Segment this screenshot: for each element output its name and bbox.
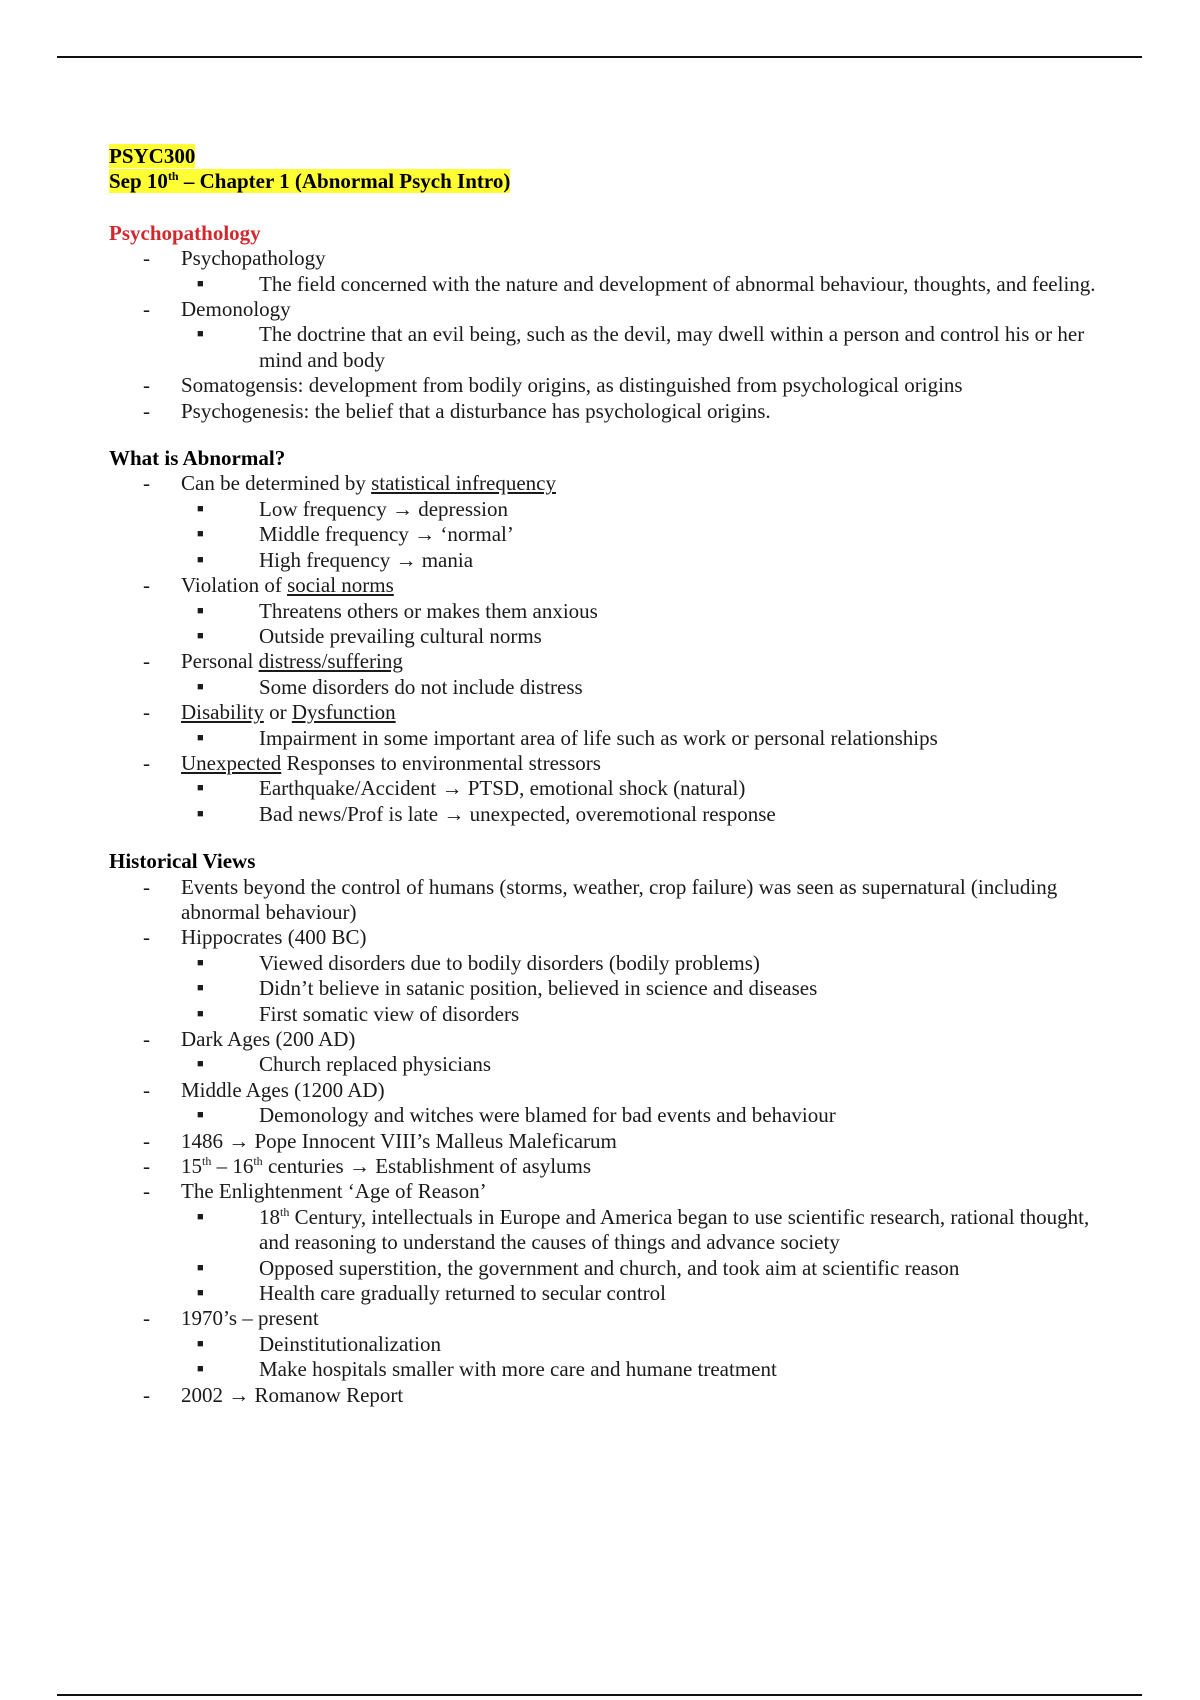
bullet-item: ■ Church replaced physicians: [197, 1052, 492, 1077]
bullet-item: ■ The field concerned with the nature and development of abnormal behaviour, thoughts, and feeling.: [197, 271, 1096, 296]
list-item: - Events beyond the control of humans (storms, weather, crop failure) was seen as supernatural (including abnormal behaviour): [143, 874, 1058, 924]
arrow-icon: →: [348, 1154, 370, 1179]
arrow-icon: →: [391, 496, 413, 521]
list-item: - Psychopathology: [143, 246, 326, 271]
list-item: - 1970’s – present: [143, 1306, 319, 1331]
arrow-icon: →: [414, 522, 436, 547]
arrow-icon: →: [228, 1382, 250, 1407]
list-item: - Can be determined by statistical infrequency: [143, 471, 556, 496]
bullet-item: ■ Earthquake/Accident → PTSD, emotional shock (natural): [197, 776, 746, 801]
notes-content: [109, 144, 1109, 1408]
bullet-item: ■ Make hospitals smaller with more care and humane treatment: [197, 1357, 777, 1382]
bullet-item: ■ Low frequency → depression: [197, 496, 509, 521]
list-item: - Unexpected Responses to environmental stressors: [143, 750, 601, 775]
bullet-item: ■ Outside prevailing cultural norms: [197, 623, 542, 648]
bullet-item: ■ High frequency → mania: [197, 547, 474, 572]
course-code: PSYC300: [109, 144, 196, 168]
bullet-item: ■ 18th Century, intellectuals in Europe and America began to use scientific research, rational thought, and reasoning to understand the causes of things and advance society: [197, 1204, 1090, 1255]
list-item: - Dark Ages (200 AD): [143, 1027, 356, 1051]
list-item: - Disability or Dysfunction: [143, 700, 396, 725]
list-item: - Personal distress/suffering: [143, 649, 403, 674]
section-heading-what-is-abnormal: What is Abnormal?: [109, 446, 286, 471]
bullet-item: ■ Bad news/Prof is late → unexpected, overemotional response: [197, 801, 776, 826]
list-item: - Violation of social norms: [143, 573, 394, 598]
bullet-item: ■ Impairment in some important area of life such as work or personal relationships: [197, 725, 938, 750]
list-item: - Psychogenesis: the belief that a disturbance has psychological origins.: [143, 398, 771, 423]
list-item: - 15th – 16th centuries → Establishment of asylums: [143, 1154, 592, 1179]
bullet-item: ■ Didn’t believe in satanic position, believed in science and diseases: [197, 976, 818, 1001]
list-item: - Hippocrates (400 BC): [143, 925, 367, 950]
bullet-item: ■ Opposed superstition, the government and church, and took aim at scientific reason: [197, 1255, 960, 1280]
list-item: - The Enlightenment ‘Age of Reason’: [143, 1179, 487, 1204]
arrow-icon: →: [395, 547, 417, 572]
list-item: - 2002 → Romanow Report: [143, 1382, 404, 1407]
list-item: - Demonology: [143, 297, 291, 322]
top-rule: [57, 56, 1142, 58]
bullet-item: ■ Some disorders do not include distress: [197, 674, 583, 699]
list-item: - Middle Ages (1200 AD): [143, 1077, 385, 1102]
section-heading-psychopathology: Psychopathology: [109, 220, 261, 245]
lecture-title: Sep 10th – Chapter 1 (Abnormal Psych Intro): [109, 169, 511, 194]
bottom-rule: [57, 1694, 1142, 1696]
bullet-item: ■ Middle frequency → ‘normal’: [197, 522, 514, 547]
bullet-item: ■ First somatic view of disorders: [197, 1001, 520, 1026]
bullet-item: ■ Deinstitutionalization: [197, 1331, 441, 1356]
bullet-item: ■ Demonology and witches were blamed for bad events and behaviour: [197, 1103, 836, 1128]
arrow-icon: →: [443, 801, 465, 826]
section-heading-historical-views: Historical Views: [109, 849, 256, 874]
bullet-item: ■ Threatens others or makes them anxious: [197, 598, 598, 623]
arrow-icon: →: [228, 1128, 250, 1153]
bullet-item: ■ Health care gradually returned to secular control: [197, 1281, 666, 1306]
arrow-icon: →: [441, 776, 463, 801]
bullet-item: ■ The doctrine that an evil being, such as the devil, may dwell within a person and control his or her mind and body: [197, 322, 1085, 372]
list-item: - Somatogensis: development from bodily origins, as distinguished from psychological origins: [143, 373, 963, 398]
list-item: - 1486 → Pope Innocent VIII’s Malleus Maleficarum: [143, 1128, 617, 1153]
header: [109, 144, 1109, 195]
bullet-item: ■ Viewed disorders due to bodily disorders (bodily problems): [197, 950, 760, 975]
